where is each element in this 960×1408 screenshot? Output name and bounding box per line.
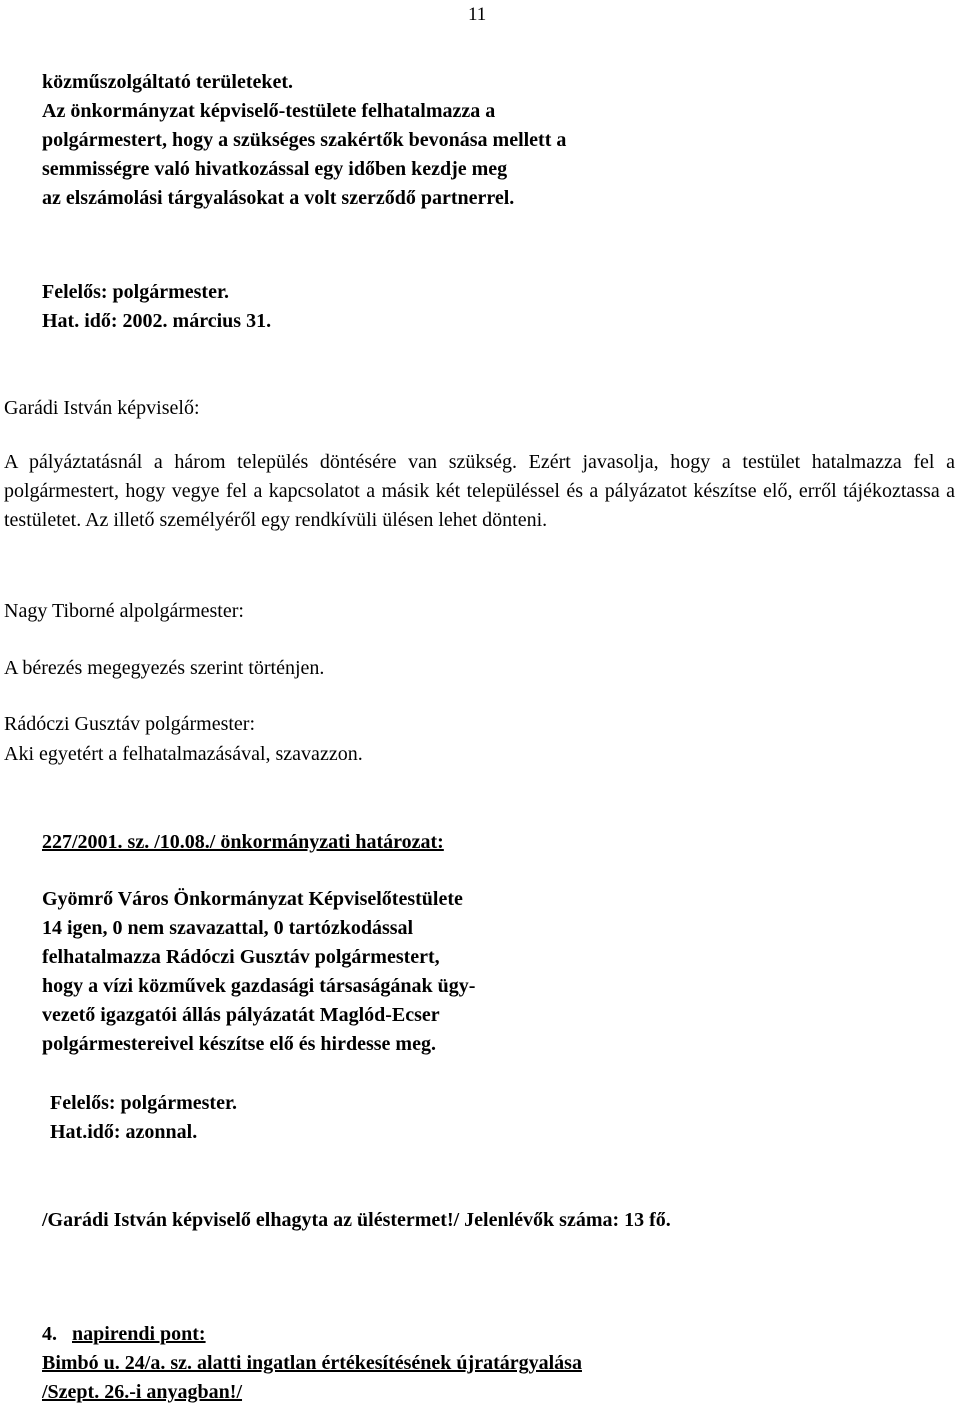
responsible-text: Felelős: polgármester. [42,281,229,303]
resolution-line: hogy a vízi közművek gazdasági társaságának ügy- [42,975,476,997]
agenda-number: 4. [42,1323,57,1345]
speaker-text: A pályáztatásnál a három település döntésére van szükség. Ezért javasolja, hogy a testület hatalmazza fel a polgármestert, hogy vegye fel a kapcsolatot a másik két településsel és a pályázatot készítse elő, erről tájékoztassa a testületet. Az illető személyéről egy rendkívüli ülésen lehet dönteni. [4,451,955,531]
deadline-text: Hat.idő: azonnal. [50,1121,198,1143]
speaker-text: A bérezés megegyezés szerint történjen. [4,657,325,679]
speaker-name: Rádóczi Gusztáv polgármester: [4,713,256,735]
responsible-block-1 [42,278,271,336]
intro-line: semmisségre való hivatkozással egy időben kezdje meg [42,158,508,180]
speaker-text: Aki egyetért a felhatalmazásával, szavazzon. [4,743,363,765]
intro-line: közműszolgáltató területeket. [42,71,294,93]
agenda-label: napirendi pont: [72,1323,206,1345]
resolution-line: felhatalmazza Rádóczi Gusztáv polgármestert, [42,946,440,968]
resolution-line: Gyömrő Város Önkormányzat Képviselőtestülete [42,888,463,910]
agenda-title: Bimbó u. 24/a. sz. alatti ingatlan értékesítésének újratárgyalása [42,1352,582,1374]
page-number: 11 [468,4,487,25]
resolution-title: 227/2001. sz. /10.08./ önkormányzati határozat: [42,831,444,853]
resolution-line: polgármestereivel készítse elő és hirdesse meg. [42,1033,436,1055]
agenda-subtitle: /Szept. 26.-i anyagban!/ [42,1381,243,1403]
resolution-body [42,885,475,1059]
resolution-line: 14 igen, 0 nem szavazattal, 0 tartózkodással [42,917,414,939]
intro-line: az elszámolási tárgyalásokat a volt szerződő partnerrel. [42,187,515,209]
intro-line: Az önkormányzat képviselő-testülete felhatalmazza a [42,100,496,122]
speaker-name: Garádi István képviselő: [4,397,200,419]
intro-line: polgármestert, hogy a szükséges szakértők bevonása mellett a [42,129,567,151]
attendance-note: /Garádi István képviselő elhagyta az üléstermet!/ Jelenlévők száma: 13 fő. [42,1209,671,1231]
responsible-text: Felelős: polgármester. [50,1092,237,1114]
speaker-name: Nagy Tiborné alpolgármester: [4,600,244,622]
resolution-intro [42,68,566,213]
deadline-text: Hat. idő: 2002. március 31. [42,310,272,332]
agenda-heading [42,1320,206,1349]
resolution-line: vezető igazgatói állás pályázatát Maglód-Ecser [42,1004,440,1026]
responsible-block-2 [50,1089,237,1147]
